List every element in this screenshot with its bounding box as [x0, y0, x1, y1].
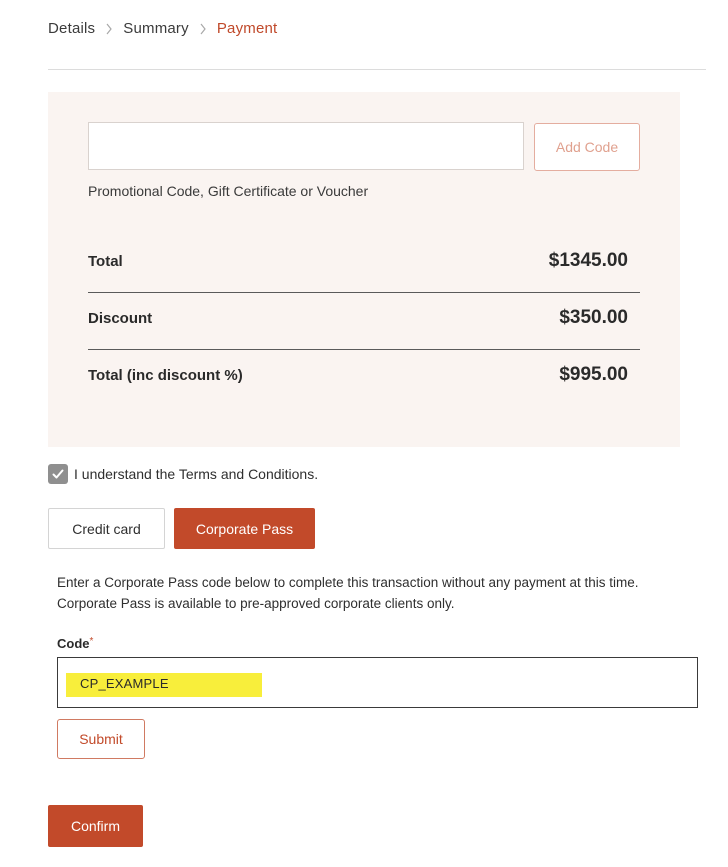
checkmark-icon [51, 467, 65, 481]
required-marker: * [89, 636, 94, 647]
submit-code-button[interactable]: Submit [57, 719, 145, 759]
code-field-label [57, 636, 93, 651]
breadcrumb [48, 20, 277, 37]
summary-divider [88, 349, 640, 350]
summary-row-total-inc-discount [88, 364, 640, 386]
corporate-pass-code-input[interactable] [57, 657, 698, 708]
corporate-pass-info [57, 572, 707, 614]
summary-label: Total (inc discount %) [88, 366, 243, 384]
summary-value: $995.00 [559, 364, 628, 385]
corporate-pass-tab[interactable]: Corporate Pass [174, 508, 315, 549]
summary-value: $350.00 [559, 307, 628, 328]
terms-label: I understand the Terms and Conditions. [74, 466, 319, 482]
info-text-line: Corporate Pass is available to pre-approved corporate clients only. [57, 596, 455, 611]
summary-label: Discount [88, 309, 153, 327]
confirm-button[interactable]: Confirm [48, 805, 143, 847]
chevron-right-icon [199, 23, 207, 35]
terms-checkbox[interactable] [48, 464, 68, 484]
breadcrumb-item-details[interactable]: Details [48, 20, 96, 37]
code-input-value: CP_EXAMPLE [80, 676, 169, 691]
order-summary-panel [48, 92, 680, 447]
summary-label: Total [88, 252, 123, 270]
promo-code-helper-text: Promotional Code, Gift Certificate or Voucher [88, 183, 369, 199]
terms-checkbox-row [48, 464, 318, 484]
summary-divider [88, 292, 640, 293]
promo-code-input[interactable] [88, 122, 524, 170]
chevron-right-icon [105, 23, 113, 35]
summary-value: $1345.00 [548, 250, 628, 271]
code-label-text: Code [57, 636, 90, 651]
header-divider [48, 69, 706, 70]
breadcrumb-item-summary[interactable]: Summary [123, 20, 189, 37]
add-code-button[interactable]: Add Code [534, 123, 640, 171]
breadcrumb-item-payment: Payment [216, 20, 278, 37]
info-text-line: Enter a Corporate Pass code below to complete this transaction without any payment at this time. [57, 575, 639, 590]
credit-card-tab[interactable]: Credit card [48, 508, 165, 549]
summary-row-total [88, 250, 640, 272]
summary-row-discount [88, 307, 640, 329]
